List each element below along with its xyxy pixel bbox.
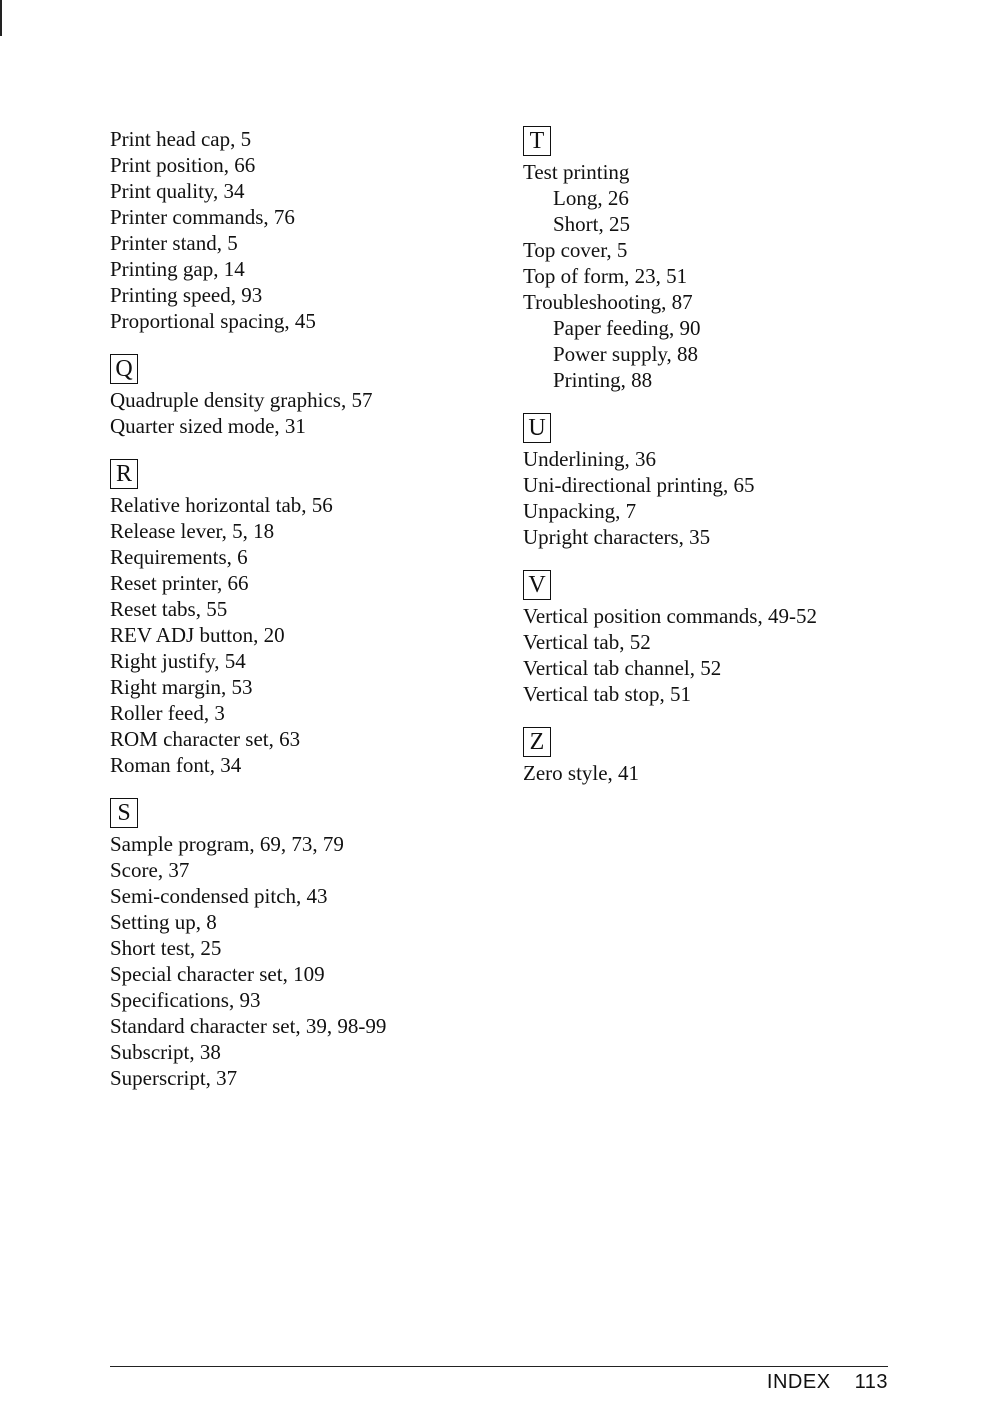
index-entry: Print position, 66 [110, 153, 256, 177]
index-subentry: Paper feeding, 90 [553, 316, 701, 340]
index-entry: Subscript, 38 [110, 1040, 221, 1064]
index-entry: Top of form, 23, 51 [523, 264, 688, 288]
index-entry: Printer commands, 76 [110, 205, 295, 229]
index-letter-heading-r: R [110, 459, 138, 489]
index-entry: Vertical tab, 52 [523, 630, 651, 654]
index-section-r [110, 459, 490, 778]
index-entry: Roman font, 34 [110, 753, 242, 777]
index-entry: Short test, 25 [110, 936, 222, 960]
index-section-s [110, 798, 490, 1091]
index-entry: Semi-condensed pitch, 43 [110, 884, 328, 908]
index-section-q [110, 354, 490, 439]
index-entry: Relative horizontal tab, 56 [110, 493, 333, 517]
index-entry: Right justify, 54 [110, 649, 246, 673]
index-entry: Quadruple density graphics, 57 [110, 388, 373, 412]
footer-section-label: INDEX [766, 1371, 831, 1393]
index-section-u [523, 413, 923, 550]
scan-edge-mark [0, 0, 2, 36]
index-entry: Release lever, 5, 18 [110, 519, 275, 543]
index-entry: Upright characters, 35 [523, 525, 711, 549]
index-entry: Printing speed, 93 [110, 283, 263, 307]
index-entry: Printing gap, 14 [110, 257, 245, 281]
index-letter-heading-s: S [110, 798, 138, 828]
index-entry: Special character set, 109 [110, 962, 325, 986]
index-entry: Reset printer, 66 [110, 571, 249, 595]
index-letter-heading-q: Q [110, 354, 138, 384]
index-letter-heading-v: V [523, 570, 551, 600]
index-left-column [110, 126, 490, 1111]
index-subentry: Printing, 88 [553, 368, 653, 392]
left-sections [110, 354, 490, 1091]
index-letter-heading-t: T [523, 126, 551, 156]
index-letter-heading-z: Z [523, 727, 551, 757]
index-entry: Standard character set, 39, 98-99 [110, 1014, 387, 1038]
index-section-z [523, 727, 923, 786]
index-entry: REV ADJ button, 20 [110, 623, 285, 647]
index-entry: ROM character set, 63 [110, 727, 301, 751]
index-entry: Vertical tab stop, 51 [523, 682, 691, 706]
index-section-v [523, 570, 923, 707]
index-entry: Print quality, 34 [110, 179, 245, 203]
index-subentry: Long, 26 [553, 186, 629, 210]
index-entry: Top cover, 5 [523, 238, 628, 262]
page-number: 113 [854, 1371, 888, 1393]
index-entry: Superscript, 37 [110, 1066, 238, 1090]
index-entry: Troubleshooting, 87 [523, 290, 693, 314]
index-entry: Printer stand, 5 [110, 231, 238, 255]
index-letter-heading-u: U [523, 413, 551, 443]
index-entry: Vertical tab channel, 52 [523, 656, 722, 680]
index-entry: Underlining, 36 [523, 447, 656, 471]
index-subentry: Power supply, 88 [553, 342, 699, 366]
index-entry: Roller feed, 3 [110, 701, 225, 725]
index-entry: Quarter sized mode, 31 [110, 414, 306, 438]
index-section-t [523, 126, 923, 393]
index-entry: Unpacking, 7 [523, 499, 637, 523]
footer-rule [110, 1366, 888, 1367]
index-entry: Requirements, 6 [110, 545, 248, 569]
index-section-p-continued [110, 126, 490, 334]
index-entry: Zero style, 41 [523, 761, 640, 785]
index-entry: Sample program, 69, 73, 79 [110, 832, 344, 856]
index-entry: Uni-directional printing, 65 [523, 473, 755, 497]
index-entry: Print head cap, 5 [110, 127, 252, 151]
index-subentry: Short, 25 [553, 212, 631, 236]
index-entry: Vertical position commands, 49-52 [523, 604, 817, 628]
index-entry: Test printing [523, 160, 630, 184]
right-sections [523, 126, 923, 786]
index-entry: Specifications, 93 [110, 988, 261, 1012]
index-entry: Reset tabs, 55 [110, 597, 228, 621]
index-right-column [523, 126, 923, 806]
index-entry: Score, 37 [110, 858, 190, 882]
index-entry: Right margin, 53 [110, 675, 253, 699]
index-entry: Setting up, 8 [110, 910, 217, 934]
index-entry: Proportional spacing, 45 [110, 309, 316, 333]
page-footer [767, 1371, 888, 1394]
